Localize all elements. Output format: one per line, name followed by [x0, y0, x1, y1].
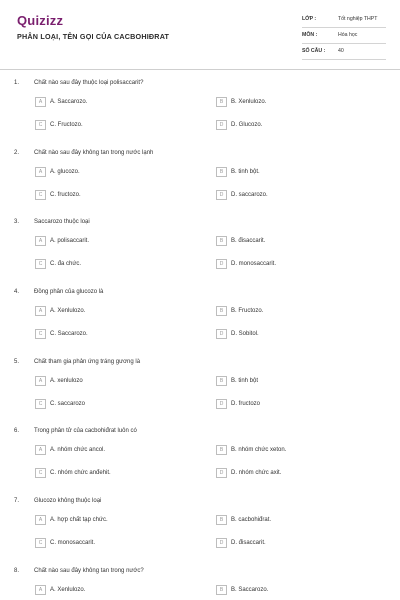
option-text: B. tinh bột.	[231, 168, 260, 175]
option-letter-box: D	[216, 468, 227, 478]
option-letter-box: B	[216, 515, 227, 525]
option-letter-box: C	[35, 190, 46, 200]
question-text: Đồng phân của glucozo là	[34, 289, 104, 295]
option-letter-box: A	[35, 445, 46, 455]
option-text: C. Fructozo.	[50, 121, 83, 128]
option-letter-box: A	[35, 376, 46, 386]
option-letter-box: C	[35, 120, 46, 130]
question-number: 3.	[14, 219, 20, 225]
option-letter-box: D	[216, 538, 227, 548]
option-letter-box: B	[216, 585, 227, 595]
option-letter-box: A	[35, 306, 46, 316]
meta-value-subject: Hóa học	[338, 32, 358, 38]
option-text: D. Glucozo.	[231, 121, 263, 128]
option-text: A. Saccarozo.	[50, 98, 88, 105]
question-6	[0, 428, 400, 498]
option-letter-box: A	[35, 585, 46, 595]
option-text: A. nhóm chức ancol.	[50, 446, 106, 453]
option-letter-box: D	[216, 120, 227, 130]
option-letter-box: B	[216, 445, 227, 455]
question-number: 1.	[14, 80, 20, 86]
option-letter-box: B	[216, 236, 227, 246]
option-text: C. đa chức.	[50, 260, 82, 267]
option-letter-box: D	[216, 329, 227, 339]
quizizz-logo: Quizizz	[17, 13, 64, 28]
option-text: A. xenlulozo	[50, 377, 83, 384]
option-text: A. Xenlulozo.	[50, 307, 86, 314]
question-number: 8.	[14, 568, 20, 574]
question-2	[0, 150, 400, 220]
option-text: B. nhóm chức xeton.	[231, 446, 287, 453]
option-letter-box: C	[35, 329, 46, 339]
option-letter-box: A	[35, 97, 46, 107]
question-text: Chất nào sau đây không tan trong nước?	[34, 568, 144, 574]
option-letter-box: B	[216, 376, 227, 386]
option-text: C. fructozo.	[50, 191, 81, 198]
option-text: A. hợp chất tạp chức.	[50, 516, 108, 523]
option-letter-box: D	[216, 259, 227, 269]
question-number: 5.	[14, 359, 20, 365]
question-number: 4.	[14, 289, 20, 295]
option-text: B. đisaccarit.	[231, 237, 266, 244]
option-letter-box: C	[35, 538, 46, 548]
question-number: 2.	[14, 150, 20, 156]
option-text: B. tinh bột	[231, 377, 259, 384]
question-text: Trong phân tử của cacbohiđrat luôn có	[34, 428, 137, 434]
option-text: D. Sobitol.	[231, 330, 259, 337]
option-text: D. fructozo	[231, 400, 261, 407]
question-1	[0, 80, 400, 150]
option-letter-box: A	[35, 515, 46, 525]
question-8	[0, 568, 400, 600]
question-text: Chất nào sau đây không tan trong nước lạnh	[34, 150, 154, 156]
option-text: C. Saccarozo.	[50, 330, 88, 337]
question-5	[0, 359, 400, 429]
option-letter-box: C	[35, 468, 46, 478]
worksheet-title: PHÂN LOẠI, TÊN GỌI CỦA CACBOHIĐRAT	[17, 32, 170, 41]
option-letter-box: C	[35, 399, 46, 409]
option-letter-box: A	[35, 167, 46, 177]
option-letter-box: D	[216, 399, 227, 409]
option-letter-box: B	[216, 97, 227, 107]
meta-label-question-count: SỐ CÂU :	[302, 48, 326, 54]
question-text: Saccarozo thuộc loại	[34, 219, 90, 225]
option-text: C. nhóm chức anđehit.	[50, 469, 111, 476]
option-letter-box: A	[35, 236, 46, 246]
question-4	[0, 289, 400, 359]
question-number: 7.	[14, 498, 20, 504]
option-text: D. monosaccarit.	[231, 260, 277, 267]
option-text: B. Xenlulozo.	[231, 98, 267, 105]
option-text: D. đisaccarit.	[231, 539, 266, 546]
option-text: D. nhóm chức axit.	[231, 469, 282, 476]
question-3	[0, 219, 400, 289]
option-text: D. saccarozo.	[231, 191, 268, 198]
option-text: B. Fructozo.	[231, 307, 264, 314]
question-text: Chất nào sau đây thuộc loại polisaccarit?	[34, 80, 144, 86]
meta-label-subject: MÔN :	[302, 32, 318, 38]
question-7	[0, 498, 400, 568]
option-letter-box: C	[35, 259, 46, 269]
option-text: B. Saccarozo.	[231, 586, 269, 593]
option-text: A. glucozo.	[50, 168, 80, 175]
question-number: 6.	[14, 428, 20, 434]
question-text: Glucozo không thuộc loại	[34, 498, 102, 504]
option-text: C. monosaccarit.	[50, 539, 96, 546]
option-letter-box: B	[216, 306, 227, 316]
option-letter-box: B	[216, 167, 227, 177]
meta-label-class: LỚP :	[302, 16, 317, 22]
option-text: A. polisaccarit.	[50, 237, 90, 244]
meta-value-question-count: 40	[338, 48, 344, 54]
option-text: B. cacbohiđrat.	[231, 516, 272, 523]
option-text: C. saccarozo	[50, 400, 86, 407]
option-letter-box: D	[216, 190, 227, 200]
question-text: Chất tham gia phản ứng tráng gương là	[34, 359, 141, 365]
option-text: A. Xenlulozo.	[50, 586, 86, 593]
meta-value-class: Tốt nghiệp THPT	[338, 16, 378, 22]
